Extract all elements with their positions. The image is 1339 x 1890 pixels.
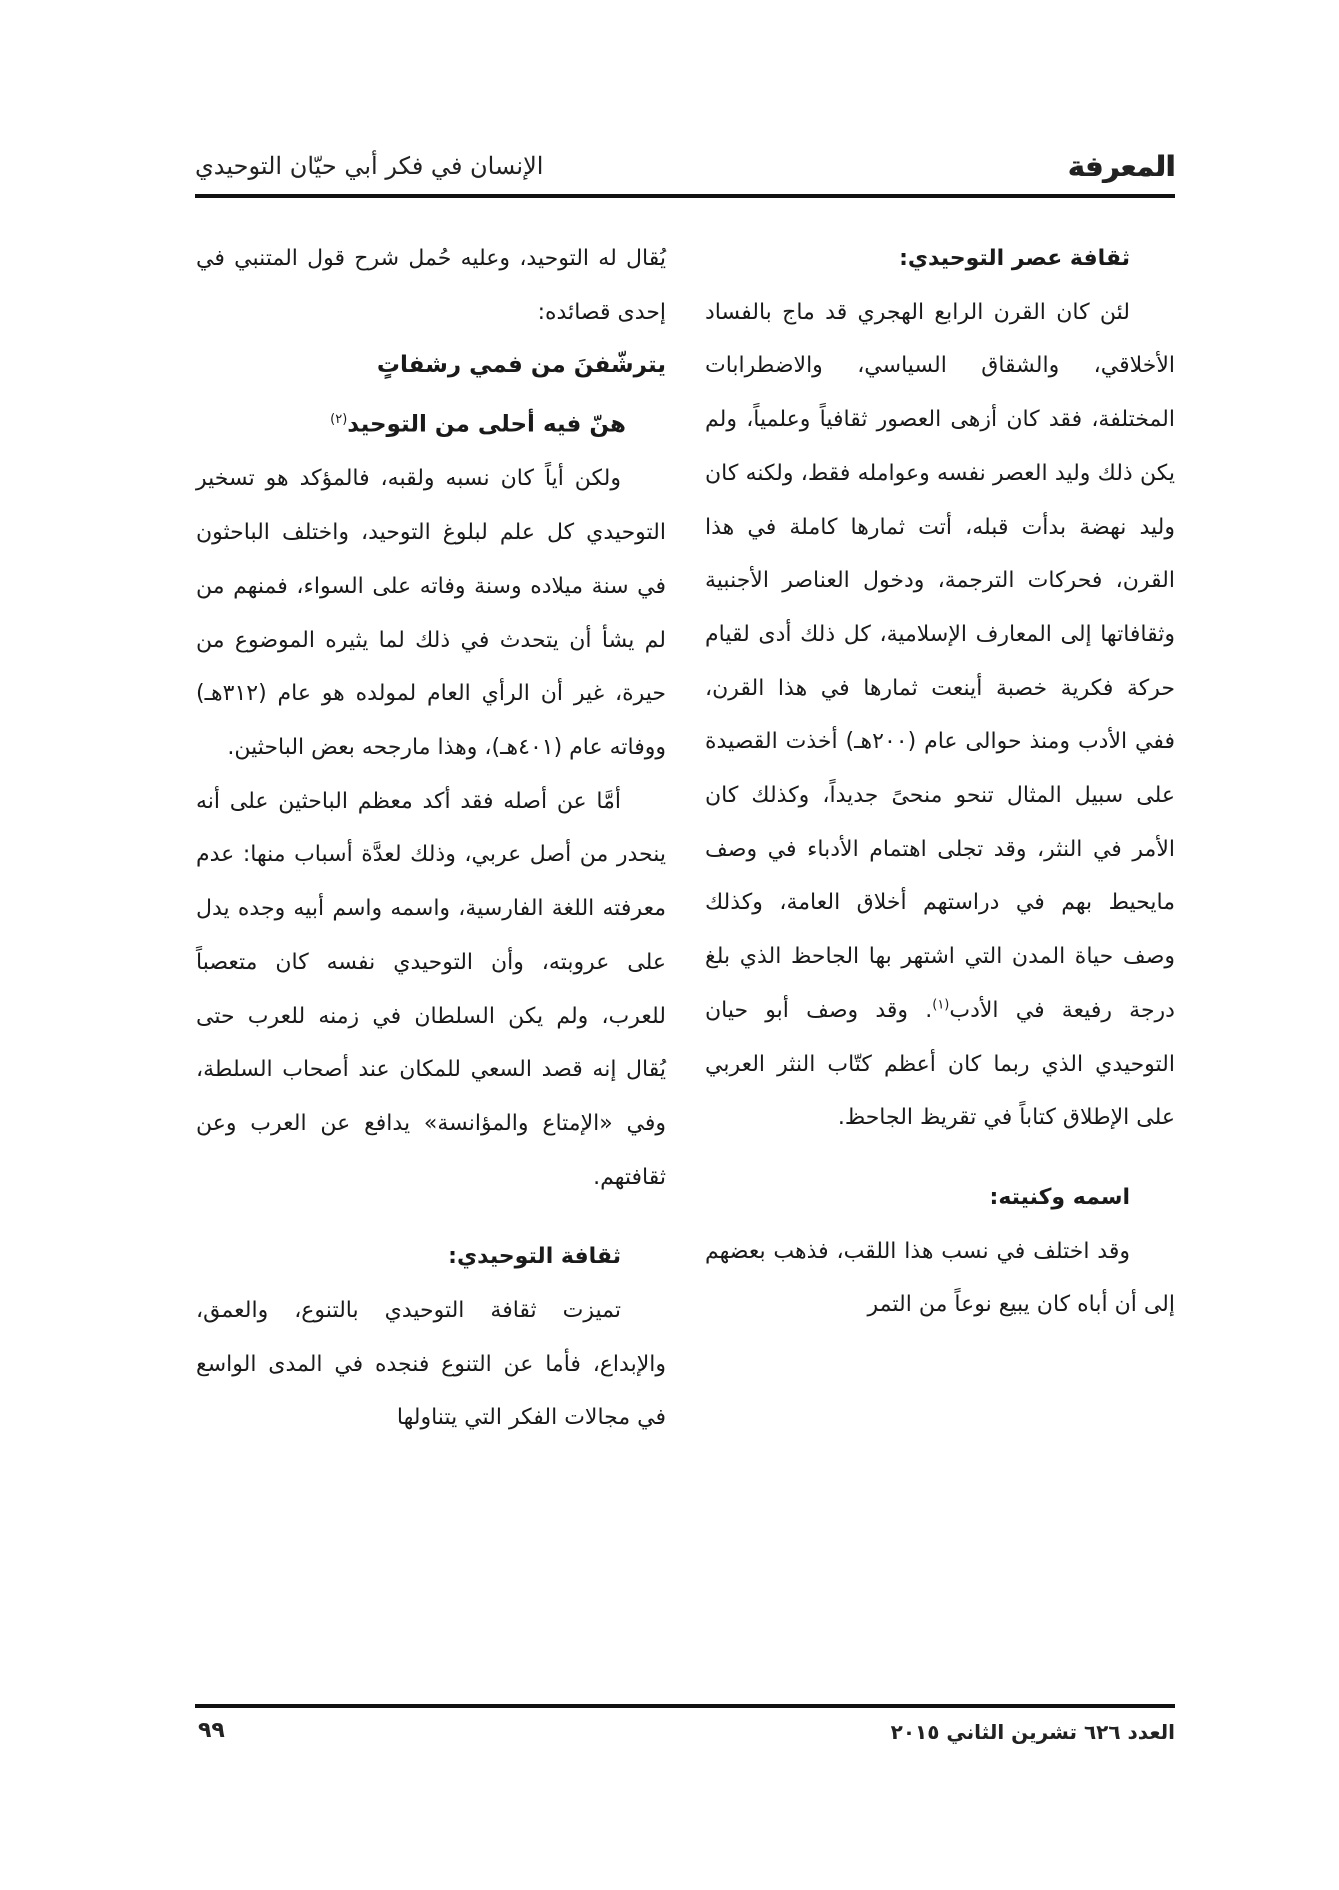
header-divider <box>195 194 1175 198</box>
page-number: ٩٩ <box>198 1718 225 1743</box>
footnote-marker: (٢) <box>330 412 348 428</box>
section-heading: ثقافة عصر التوحيدي: <box>899 246 1130 271</box>
left-column <box>196 232 666 1445</box>
paragraph: أمَّا عن أصله فقد أكد معظم الباحثين على أنه ينحدر من أصل عربي، وذلك لعدَّة أسباب منها: عدم معرفته اللغة الفارسية، واسمه واسم أبيه وجده يدل على عروبته، وأن التوحيدي نفسه كان متعصباً للعرب، ولم يكن السلطان في زمنه للعرب حتى يُقال إنه قصد السعي للمكان عند أصحاب السلطة، وفي «الإمتاع والمؤانسة» يدافع عن العرب وعن ثقافتهم. <box>196 788 666 1190</box>
paragraph-text: . وقد وصف أبو حيان التوحيدي الذي ربما كان أعظم كتّاب النثر العربي على الإطلاق كتاباً في تقريظ الجاحظ. <box>705 997 1175 1131</box>
section-heading: اسمه وكنيته: <box>989 1184 1130 1210</box>
magazine-logo: المعرفة <box>1067 150 1175 183</box>
section-heading: ثقافة التوحيدي: <box>448 1244 621 1270</box>
spacer <box>196 1204 666 1230</box>
page-header <box>195 148 1175 188</box>
paragraph: يُقال له التوحيد، وعليه حُمل شرح قول المتنبي في إحدى قصائده: <box>196 246 666 325</box>
running-title: الإنسان في فكر أبي حيّان التوحيدي <box>195 152 544 180</box>
paragraph-text: لئن كان القرن الرابع الهجري قد ماج بالفساد الأخلاقي، والشقاق السياسي، والاضطرابات المختلفة، فقد كان أزهى العصور ثقافياً وعلمياً، ولم يكن ذلك وليد العصر نفسه وعوامله فقط، ولكنه كان وليد نهضة بدأت قبله، أتت ثمارها كاملة في هذا القرن، فحركات الترجمة، ودخول العناصر الأجنبية وثقافاتها إلى المعارف الإسلامية، كل ذلك أدى لقيام حركة فكرية خصبة أينعت ثمارها في هذا القرن، ففي الأدب ومنذ حوالى عام (٢٠٠هـ) أخذت القصيدة على سبيل المثال تنحو منحىً جديداً، وكذلك كان الأمر في النثر، وقد تجلى اهتمام الأدباء في وصف مايحيط بهم في دراستهم أخلاق العامة، وكذلك وصف حياة المدن التي اشتهر بها الجاحظ الذي بلغ درجة رفيعة في الأدب <box>705 299 1175 1023</box>
poem-verse: يترشّفنَ من فمي رشفاتٍ <box>376 352 666 379</box>
footnote-marker: (١) <box>932 997 950 1013</box>
issue-info: العدد ٦٢٦ تشرين الثاني ٢٠١٥ <box>890 1720 1175 1744</box>
footer-divider <box>195 1704 1175 1708</box>
spacer <box>705 1145 1175 1171</box>
poem-verse <box>196 393 666 452</box>
paragraph <box>705 286 1175 1145</box>
paragraph: وقد اختلف في نسب هذا اللقب، فذهب بعضهم إلى أن أباه كان يبيع نوعاً من التمر <box>705 1238 1175 1318</box>
paragraph: تميزت ثقافة التوحيدي بالتنوع، والعمق، والإبداع، فأما عن التنوع فنجده في المدى الواسع في مجالات الفكر التي يتناولها <box>196 1298 666 1431</box>
right-column <box>705 232 1175 1332</box>
paragraph: ولكن أياً كان نسبه ولقبه، فالمؤكد هو تسخير التوحيدي كل علم لبلوغ التوحيد، واختلف الباحثون في سنة ميلاده وسنة وفاته على السواء، فمنهم من لم يشأ أن يتحدث في ذلك لما يثيره الموضوع من حيرة، غير أن الرأي العام لمولده هو عام (٣١٢هـ) ووفاته عام (٤٠١هـ)، وهذا مارجحه بعض الباحثين. <box>196 466 666 760</box>
poem-verse-text: هنّ فيه أحلى من التوحيد <box>347 411 626 438</box>
